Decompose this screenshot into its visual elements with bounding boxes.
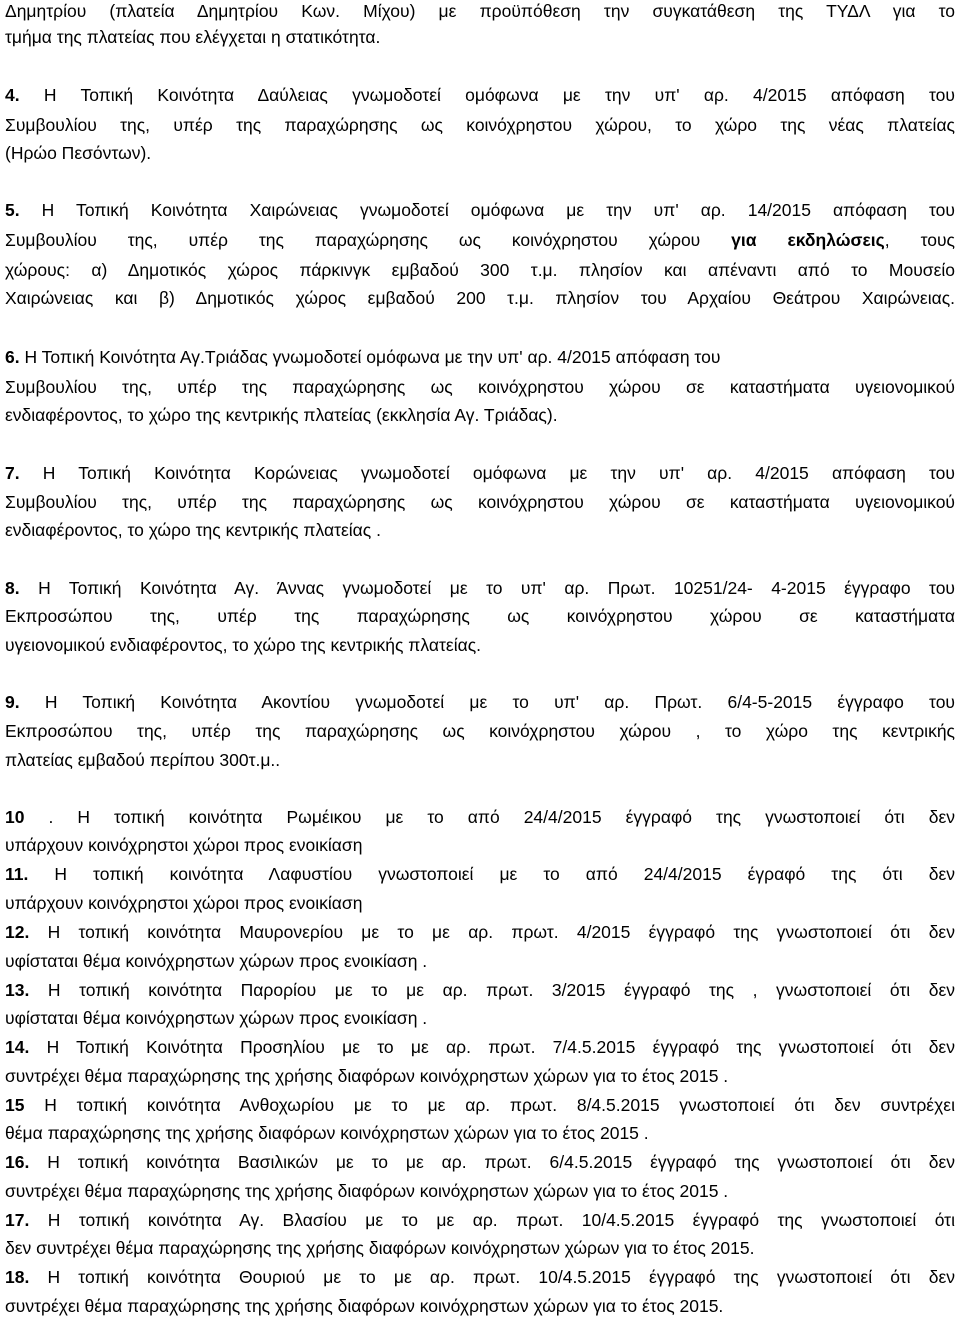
item-16: 16. Η τοπική κοινότητα Βασιλικών με το με αρ. πρωτ. 6/4.5.2015 έγγραφό της γνωστοποιεί ότι δεν xyxy=(5,1152,955,1172)
item-11: 11. Η τοπική κοινότητα Λαφυστίου γνωστοποιεί με το από 24/4/2015 έγραφό της ότι δεν xyxy=(5,864,955,884)
item-9: 9. Η Τοπική Κοινότητα Ακοντίου γνωμοδοτεί με το υπ' αρ. Πρωτ. 6/4-5-2015 έγγραφο του xyxy=(5,692,955,712)
item-8: 8. Η Τοπική Κοινότητα Αγ. Άννας γνωμοδοτεί με το υπ' αρ. Πρωτ. 10251/24- 4-2015 έγγραφο του xyxy=(5,578,955,598)
text-line: ενδιαφέροντος, το χώρο της κεντρικής πλατείας . xyxy=(5,520,381,540)
item-6: 6. Η Τοπική Κοινότητα Αγ.Τριάδας γνωμοδοτεί ομόφωνα με την υπ' αρ. 4/2015 απόφαση του xyxy=(5,347,721,367)
item-13: 13. Η τοπική κοινότητα Παρορίου με το με αρ. πρωτ. 3/2015 έγγραφό της , γνωστοποιεί ότι δεν xyxy=(5,980,955,1000)
text-line: υφίσταται θέμα κοινόχρηστων χώρων προς ενοικίαση . xyxy=(5,951,428,971)
text-line: υφίσταται θέμα κοινόχρηστων χώρων προς ενοικίαση . xyxy=(5,1008,428,1028)
text-line: Εκπροσώπου της, υπέρ της παραχώρησης ως κοινόχρηστου χώρου , το χώρο της κεντρικής xyxy=(5,721,955,741)
text-line: Εκπροσώπου της, υπέρ της παραχώρησης ως κοινόχρηστου χώρου σε καταστήματα xyxy=(5,606,955,626)
item-number: 8. xyxy=(5,578,20,598)
item-number: 11. xyxy=(5,864,29,884)
item-number: 6. xyxy=(5,347,20,367)
text-line: υπάρχουν κοινόχρηστοι χώροι προς ενοικίαση xyxy=(5,835,363,855)
item-number: 12. xyxy=(5,922,30,942)
text-line: συντρέχει θέμα παραχώρησης της χρήσης διαφόρων κοινόχρηστων χώρων για το έτος 2015 . xyxy=(5,1066,729,1086)
text-line: Δημητρίου (πλατεία Δημητρίου Κων. Μίχου) με προϋπόθεση την συγκατάθεση της ΤΥΔΛ για το xyxy=(5,1,955,21)
item-4: 4. Η Τοπική Κοινότητα Δαύλειας γνωμοδοτεί ομόφωνα με την υπ' αρ. 4/2015 απόφαση του xyxy=(5,85,955,105)
text-line: συντρέχει θέμα παραχώρησης της χρήσης διαφόρων κοινόχρηστων χώρων για το έτος 2015 . xyxy=(5,1181,729,1201)
item-5: 5. Η Τοπική Κοινότητα Χαιρώνειας γνωμοδοτεί ομόφωνα με την υπ' αρ. 14/2015 απόφαση του xyxy=(5,200,955,220)
text-line: πλατείας εμβαδού περίπου 300τ.μ.. xyxy=(5,750,281,770)
item-number: 16. xyxy=(5,1152,30,1172)
item-15: 15 Η τοπική κοινότητα Ανθοχωρίου με το με αρ. πρωτ. 8/4.5.2015 γνωστοποιεί ότι δεν συντρέχει xyxy=(5,1095,955,1115)
item-14: 14. Η Τοπική Κοινότητα Προσηλίου με το με αρ. πρωτ. 7/4.5.2015 έγγραφό της γνωστοποιεί ότι δεν xyxy=(5,1037,955,1057)
text-line: τμήμα της πλατείας που ελέγχεται η στατικότητα. xyxy=(5,27,381,47)
item-number: 10 xyxy=(5,807,25,827)
text-line: Συμβουλίου της, υπέρ της παραχώρησης ως κοινόχρηστου χώρου, το χώρο της νέας πλατείας xyxy=(5,115,955,135)
text-line: Συμβουλίου της, υπέρ της παραχώρησης ως κοινόχρηστου χώρου για εκδηλώσεις, τους xyxy=(5,230,955,250)
item-number: 15 xyxy=(5,1095,25,1115)
bold-phrase: για εκδηλώσεις xyxy=(731,230,885,250)
item-number: 17. xyxy=(5,1210,30,1230)
text-line: ενδιαφέροντος, το χώρο της κεντρικής πλατείας (εκκλησία Αγ. Τριάδας). xyxy=(5,405,558,425)
item-number: 14. xyxy=(5,1037,30,1057)
item-number: 13. xyxy=(5,980,30,1000)
text-line: θέμα παραχώρησης της χρήσης διαφόρων κοινόχρηστων χώρων για το έτος 2015 . xyxy=(5,1123,649,1143)
item-18: 18. Η τοπική κοινότητα Θουριού με το με αρ. πρωτ. 10/4.5.2015 έγγραφό της γνωστοποιεί ότι δεν xyxy=(5,1267,955,1287)
text-line: δεν συντρέχει θέμα παραχώρησης της χρήσης διαφόρων κοινόχρηστων χώρων για το έτος 2015. xyxy=(5,1238,755,1258)
item-12: 12. Η τοπική κοινότητα Μαυρονερίου με το με αρ. πρωτ. 4/2015 έγγραφό της γνωστοποιεί ότι δεν xyxy=(5,922,955,942)
item-number: 5. xyxy=(5,200,20,220)
text-line: υπάρχουν κοινόχρηστοι χώροι προς ενοικίαση xyxy=(5,893,363,913)
item-number: 7. xyxy=(5,463,20,483)
text-line: υγειονομικού ενδιαφέροντος, το χώρο της κεντρικής πλατείας. xyxy=(5,635,481,655)
text-line: (Ηρώο Πεσόντων). xyxy=(5,143,152,163)
text-line: Χαιρώνειας και β) Δημοτικός χώρος εμβαδού 200 τ.μ. πλησίον του Αρχαίου Θεάτρου Χαιρώνειας. xyxy=(5,288,955,308)
item-number: 18. xyxy=(5,1267,30,1287)
item-10: 10 . Η τοπική κοινότητα Ρωμέικου με το από 24/4/2015 έγγραφό της γνωστοποιεί ότι δεν xyxy=(5,807,955,827)
text-line: Συμβουλίου της, υπέρ της παραχώρησης ως κοινόχρηστου χώρου σε καταστήματα υγειονομικού xyxy=(5,492,955,512)
text-line: συντρέχει θέμα παραχώρησης της χρήσης διαφόρων κοινόχρηστων χώρων για το έτος 2015. xyxy=(5,1296,724,1316)
item-number: 9. xyxy=(5,692,20,712)
text-line: Συμβουλίου της, υπέρ της παραχώρησης ως κοινόχρηστου χώρου σε καταστήματα υγειονομικού xyxy=(5,377,955,397)
item-17: 17. Η τοπική κοινότητα Αγ. Βλασίου με το με αρ. πρωτ. 10/4.5.2015 έγγραφό της γνωστοποιεί ότι xyxy=(5,1210,955,1230)
text-line: χώρους: α) Δημοτικός χώρος πάρκινγκ εμβαδού 300 τ.μ. πλησίον και απέναντι από το Μουσείο xyxy=(5,260,955,280)
item-7: 7. Η Τοπική Κοινότητα Κορώνειας γνωμοδοτεί ομόφωνα με την υπ' αρ. 4/2015 απόφαση του xyxy=(5,463,955,483)
item-number: 4. xyxy=(5,85,20,105)
